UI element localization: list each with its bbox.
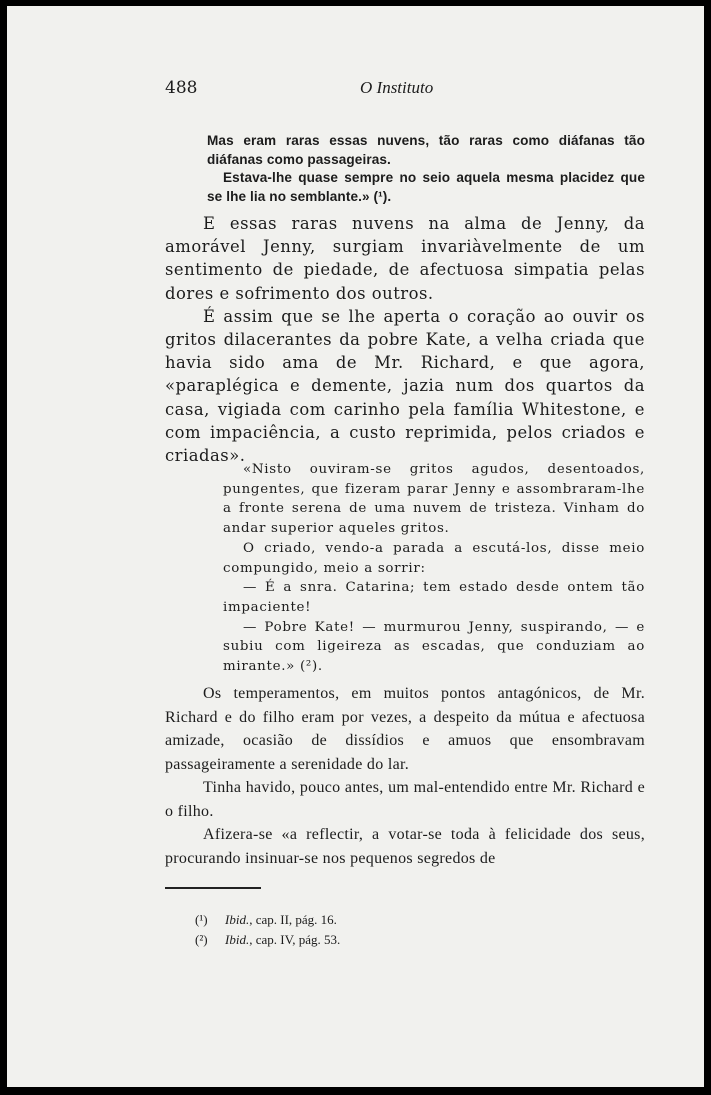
footnotes xyxy=(195,910,495,950)
page-header xyxy=(165,78,645,102)
body-paragraph: Os temperamentos, em muitos pontos antagónicos, de Mr. Richard e do filho eram por vezes, a despeito da mútua e afectuosa amizade, ocasião de dissídios e amuos que ensombravam passageiramente a serenidade do lar. xyxy=(165,685,645,773)
quote-middle-paragraph: «Nisto ouviram-se gritos agudos, desentoados, pungentes, que fizeram parar Jenny e assombraram-lhe a fronte serena de uma nuvem de tristeza. Vinham do andar superior aqueles gritos. xyxy=(223,462,645,537)
body-paragraph: É assim que se lhe aperta o coração ao ouvir os gritos dilacerantes da pobre Kate, a velha criada que havia sido ama de Mr. Richard, e que agora, «paraplégica e demente, jazia num dos quartos da casa, vigiada com carinho pela família Whitestone, e com impaciência, a custo reprimida, pelos criados e criadas». xyxy=(165,306,645,466)
body-paragraph: E essas raras nuvens na alma de Jenny, da amorável Jenny, surgiam invariàvelmente de um sentimento de piedade, de afectuosa simpatia pelas dores e sofrimento dos outros. xyxy=(165,214,645,303)
quote-middle-paragraph: — Pobre Kate! — murmurou Jenny, suspirando, — e subiu com ligeireza as escadas, que conduziam ao mirante.» (²). xyxy=(223,619,645,675)
footnote-ref: Ibid. xyxy=(225,932,250,947)
body-paragraph: Afizera-se «a reflectir, a votar-se toda à felicidade dos seus, procurando insinuar-se nos pequenos segredos de xyxy=(165,826,645,867)
book-page xyxy=(7,6,704,1087)
body-text-top xyxy=(165,212,645,467)
footnote-mark: (¹) xyxy=(195,912,208,927)
quote-middle-paragraph: O criado, vendo-a parada a escutá-los, disse meio compungido, meio a sorrir: xyxy=(223,540,645,576)
footnote-2 xyxy=(195,930,495,950)
footnote-divider xyxy=(165,887,261,889)
quote-middle xyxy=(223,460,645,677)
page-number: 488 xyxy=(165,78,198,98)
quote-top-paragraph: Mas eram raras essas nuvens, tão raras como diáfanas tão diáfanas como passageiras. xyxy=(207,133,645,167)
running-title: O Instituto xyxy=(360,78,434,97)
body-text-bottom xyxy=(165,682,645,870)
footnote-text: , cap. IV, pág. 53. xyxy=(249,932,341,947)
quote-middle-paragraph: — É a snra. Catarina; tem estado desde ontem tão impaciente! xyxy=(223,580,645,615)
body-paragraph: Tinha havido, pouco antes, um mal-entendido entre Mr. Richard e o filho. xyxy=(165,779,645,820)
footnote-1 xyxy=(195,910,495,930)
quote-top xyxy=(207,132,645,206)
quote-top-paragraph: Estava-lhe quase sempre no seio aquela mesma placidez que se lhe lia no semblante.» (¹). xyxy=(207,170,645,204)
footnote-ref: Ibid. xyxy=(225,912,250,927)
footnote-text: , cap. II, pág. 16. xyxy=(249,912,337,927)
footnote-mark: (²) xyxy=(195,932,208,947)
